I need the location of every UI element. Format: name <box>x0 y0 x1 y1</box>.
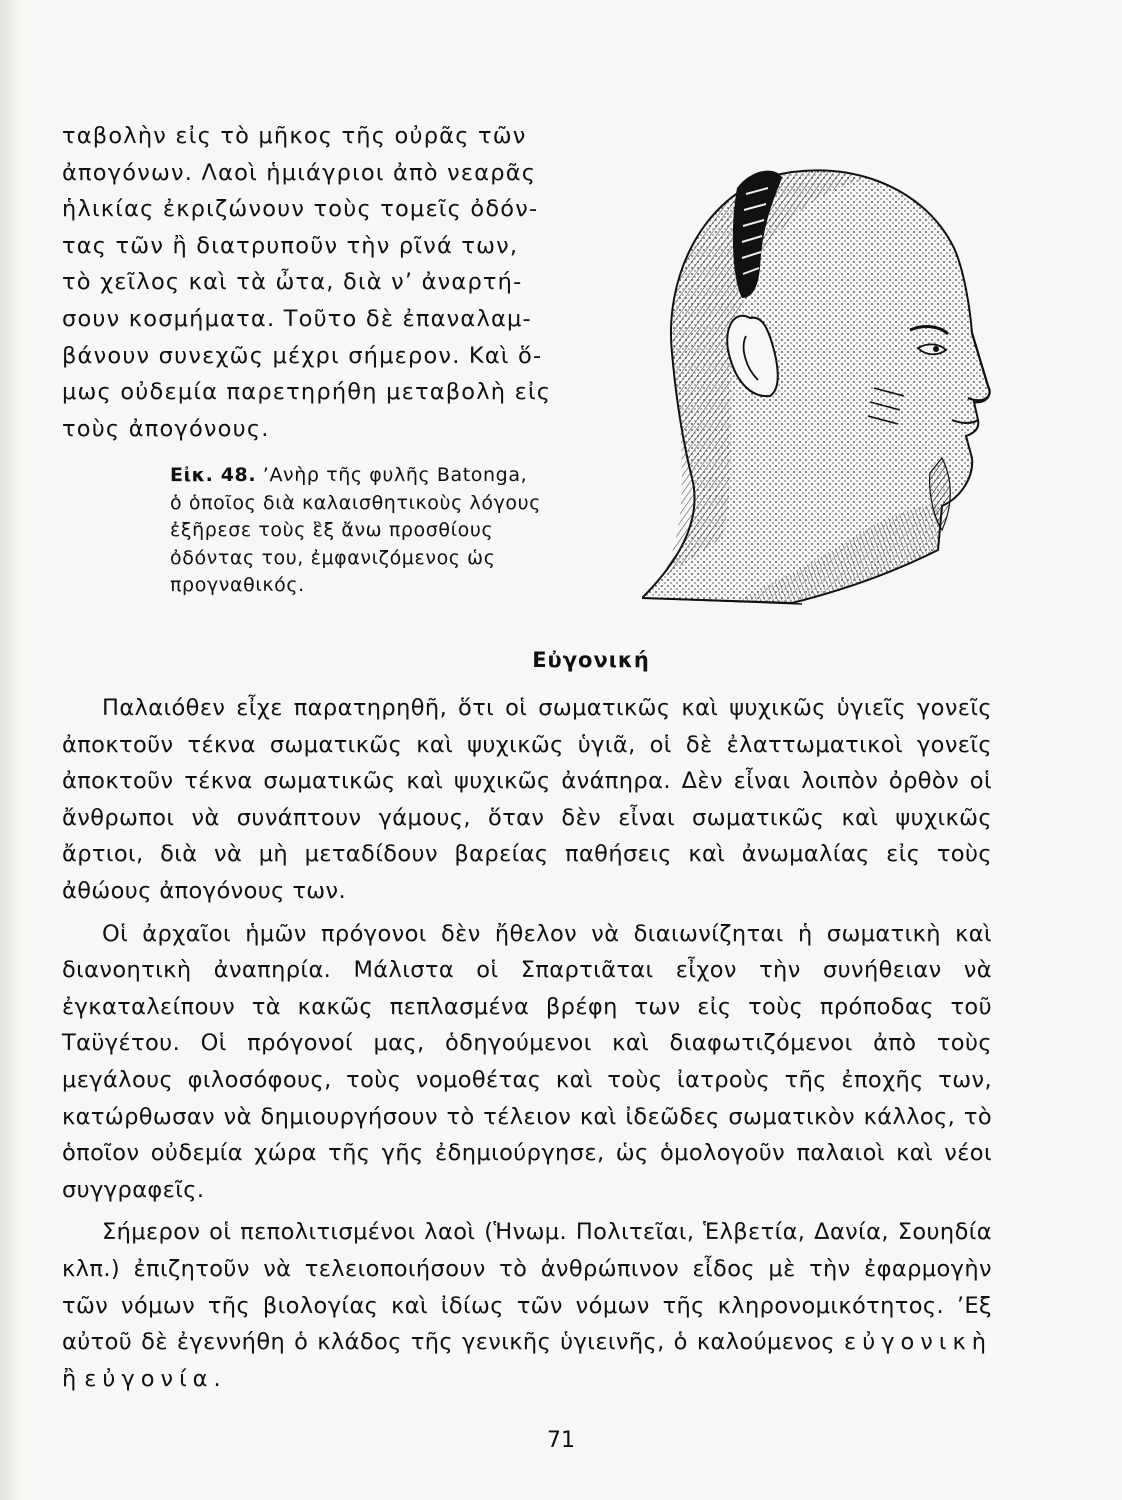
term-joiner: ἢ <box>62 1365 77 1392</box>
intro-line: τοὺς ἀπογόνους. <box>62 415 270 442</box>
caption-text: ’Ανὴρ τῆς φυλῆς Batonga, ὁ ὁποῖος διὰ καλαισθητικοὺς λόγους ἐξῆρεσε τοὺς ἓξ ἄνω προσθίους ὀδόντας του, ἐμφανιζόμενος ὡς προγναθικός. <box>170 464 541 597</box>
intro-line: τας τῶν ἢ διατρυποῦν τὴν ρῖνά των, <box>62 232 519 259</box>
body-text <box>62 690 992 1397</box>
man-profile-illustration-icon <box>642 158 1002 610</box>
intro-line: σουν κοσμήματα. Τοῦτο δὲ ἐπαναλαμ- <box>62 305 532 332</box>
figure-caption <box>170 462 542 600</box>
page-number: 71 <box>547 1428 575 1453</box>
paragraph-final <box>62 1214 992 1397</box>
paragraph: Παλαιόθεν εἶχε παρατηρηθῆ, ὅτι οἱ σωματικῶς καὶ ψυχικῶς ὑγιεῖς γονεῖς ἀποκτοῦν τέκνα σωματικῶς καὶ ψυχικῶς ὑγιᾶ, οἱ δὲ ἐλαττωματικοὶ γονεῖς ἀποκτοῦν τέκνα σωματικῶς καὶ ψυχικῶς ἀνάπηρα. Δὲν εἶναι λοιπὸν ὀρθὸν οἱ ἄνθρωποι νὰ συνάπτουν γάμους, ὅταν δὲν εἶναι σωματικῶς καὶ ψυχικῶς ἄρτιοι, διὰ νὰ μὴ μεταδίδουν βαρείας παθήσεις καὶ ἀνωμαλίας εἰς τοὺς ἀθώους ἀπογόνους των. <box>62 695 992 904</box>
intro-line: βάνουν συνεχῶς μέχρι σήμερον. Καὶ ὅ- <box>62 342 543 369</box>
paragraph-text: Σήμερον οἱ πεπολιτισμένοι λαοὶ (Ἡνωμ. Πολιτεῖαι, Ἑλβετία, Δανία, Σουηδία κλπ.) ἐπιζητοῦν νὰ τελειοποιήσουν τὸ ἀνθρώπινον εἶδος μὲ τὴν ἐφαρμογὴν τῶν νόμων τῆς βιολογίας καὶ ἰδίως τῶν νόμων τῆς κληρονομικότητος. ’Εξ αὐτοῦ δὲ ἐγεννήθη ὁ κλάδος τῆς γενικῆς ὑγιεινῆς, ὁ καλούμενος <box>62 1219 992 1356</box>
intro-line: ἡλικίας ἐκριζώνουν τοὺς τομεῖς ὀδόν- <box>62 196 539 223</box>
figure-label: Εἰκ. 48. <box>170 464 257 486</box>
term-eugonia: εὐγονία <box>84 1365 214 1392</box>
paragraph: Οἱ ἀρχαῖοι ἡμῶν πρόγονοι δὲν ἤθελον νὰ διαιωνίζηται ἡ σωματικὴ καὶ διανοητικὴ ἀναπηρία. Μάλιστα οἱ Σπαρτιᾶται εἶχον τὴν συνήθειαν νὰ ἐγκαταλείπουν τὰ κακῶς πεπλασμένα βρέφη των εἰς τοὺς πρόποδας τοῦ Ταϋγέτου. Οἱ πρόγονοί μας, ὁδηγούμενοι καὶ διαφωτιζόμενοι ἀπὸ τοὺς μεγάλους φιλοσόφους, τοὺς νομοθέτας καὶ τοὺς ἰατροὺς τῆς ἐποχῆς των, κατώρθωσαν νὰ δημιουργήσουν τὸ τέλειον καὶ ἰδεῶδες σωματικὸν κάλλος, τὸ ὁποῖον οὐδεμία χώρα τῆς γῆς ἐδημιούργησε, ὡς ὁμολογοῦν παλαιοὶ καὶ νέοι συγγραφεῖς. <box>62 920 992 1203</box>
intro-line: τὸ χεῖλος καὶ τὰ ὦτα, διὰ ν’ ἀναρτή- <box>62 269 523 296</box>
term-eugeniki: εὐγονικὴ <box>844 1329 992 1356</box>
intro-line: ἀπογόνων. Λαοὶ ἡμιάγριοι ἀπὸ νεαρᾶς <box>62 159 537 186</box>
section-heading: Εὐγονική <box>532 648 650 672</box>
intro-line: ταβολὴν εἰς τὸ μῆκος τῆς οὐρᾶς τῶν <box>62 123 527 149</box>
intro-text <box>62 118 652 447</box>
sentence-end: . <box>213 1365 222 1392</box>
intro-line: μως οὐδεμία παρετηρήθη μεταβολὴ εἰς <box>62 379 552 406</box>
page-gutter-shadow <box>0 0 22 1500</box>
